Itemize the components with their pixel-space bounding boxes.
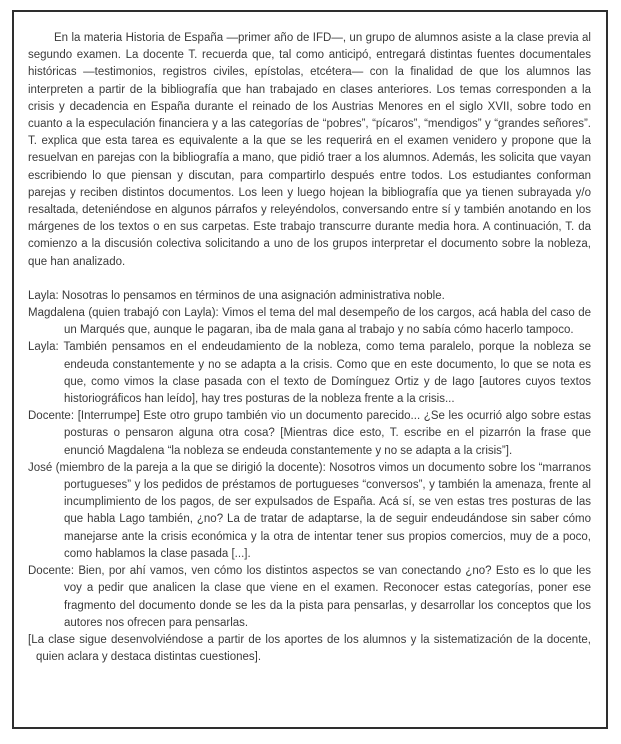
utterance-text: [Interrumpe] Este otro grupo también vio un documento parecido... ¿Se les ocurrió algo sobre estas posturas o pensaron alguna otra cosa? [Mientras dice esto, T. escribe en el pizarrón la frase que enunció Magdalena “la nobleza se endeuda constantemente y no se adapta a la crisis”]. <box>64 410 591 457</box>
dialogue-entry <box>28 305 591 339</box>
document-border-frame <box>12 10 608 729</box>
dialogue-list <box>28 288 591 632</box>
closing-note: [La clase sigue desenvolviéndose a partir de los aportes de los alumnos y la sistematización de la docente, quien aclara y destaca distintas cuestiones]. <box>28 633 591 664</box>
utterance-text: También pensamos en el endeudamiento de la nobleza, como tema paralelo, porque la nobleza se endeuda constantemente y no se adapta a la crisis. Como que en este documento, lo que se nota es que, como vimos la clase pasada con el texto de Domínguez Ortiz y de Iago [autores cuyos textos historiográficos han leído], hay tres posturas de la nobleza frente a la crisis... <box>63 341 591 406</box>
dialogue-entry <box>28 288 591 305</box>
dialogue-entry <box>28 460 591 563</box>
speaker-label: José (miembro de la pareja a la que se dirigió la docente): <box>28 461 330 474</box>
dialogue-entry <box>28 339 591 408</box>
speaker-label: Docente: <box>28 410 78 423</box>
speaker-label: Layla: <box>28 289 62 302</box>
utterance-text: Bien, por ahí vamos, ven cómo los distintos aspectos se van conectando ¿no? Esto es lo que les voy a pedir que analicen la clase que viene en el examen. Reconocer estas categorías, poner ese fragmento del documento donde se les da la pista para pensarlas, y desarrollar los conceptos que los autores nos ofrecen para pensarlas. <box>64 565 592 629</box>
speaker-label: Layla: <box>28 341 64 354</box>
utterance-text: Vimos el tema del mal desempeño de los cargos, acá habla del caso de un Marqués que, aunque le pagaran, iba de mala gana al trabajo y no sabía cómo hacerlo tampoco. <box>64 307 591 337</box>
intro-paragraph: En la materia Historia de España —primer año de IFD—, un grupo de alumnos asiste a la clase previa al segundo examen. La docente T. recuerda que, tal como anticipó, entregará distintas fuentes documentales históricas —testimonios, registros civiles, epístolas, etcétera— con la finalidad de que los alumnos las interpreten a partir de la bibliografía que han trabajado en clases anteriores. Los temas corresponden a la crisis y decadencia en España durante el reinado de los Austrias Menores en el siglo XVII, sobre todo en cuanto a la especulación financiera y a las categorías de “pobres”, “pícaros”, “mendigos” y “grandes señores”. T. explica que esta tarea es equivalente a la que se les requerirá en el examen venidero y propone que la resuelvan en parejas con la bibliografía a mano, que pidió traer a los alumnos. Además, les solicita que vayan escribiendo lo que piensan y discutan, para compartirlo después entre todos. Los estudiantes conforman parejas y reciben distintos documentos. Los leen y luego hojean la bibliografía que ya tienen subrayada y/o resaltada, deteniéndose en algunos párrafos y releyéndolos, conversando entre sí y también anotando en los márgenes de los textos o en sus carpetas. Este trabajo transcurre durante media hora. A continuación, T. da comienzo a la discusión colectiva solicitando a uno de los grupos interpretar el documento sobre la nobleza, que han analizado. <box>28 32 591 268</box>
utterance-text: Nosotros vimos un documento sobre los “marranos portugueses” y los pedidos de préstamos de portugueses “conversos”, y también la amenaza, frente al incumplimiento de los pagos, de ser expulsados de España. Acá sí, se ven estas tres posturas de las que habla Lago también, ¿no? La de tratar de adaptarse, la de seguir endeudándose sin saber cómo manejarse ante la crisis económica y la otra de intentar tener sus propios comercios, muy de a poco, como hablamos la clase pasada [...]. <box>64 461 591 560</box>
dialogue-entry <box>28 563 591 632</box>
speaker-label: Docente: <box>28 565 79 578</box>
dialogue-entry <box>28 408 591 460</box>
speaker-label: Magdalena (quien trabajó con Layla): <box>28 307 223 320</box>
utterance-text: Nosotras lo pensamos en términos de una asignación administrativa noble. <box>61 289 445 302</box>
